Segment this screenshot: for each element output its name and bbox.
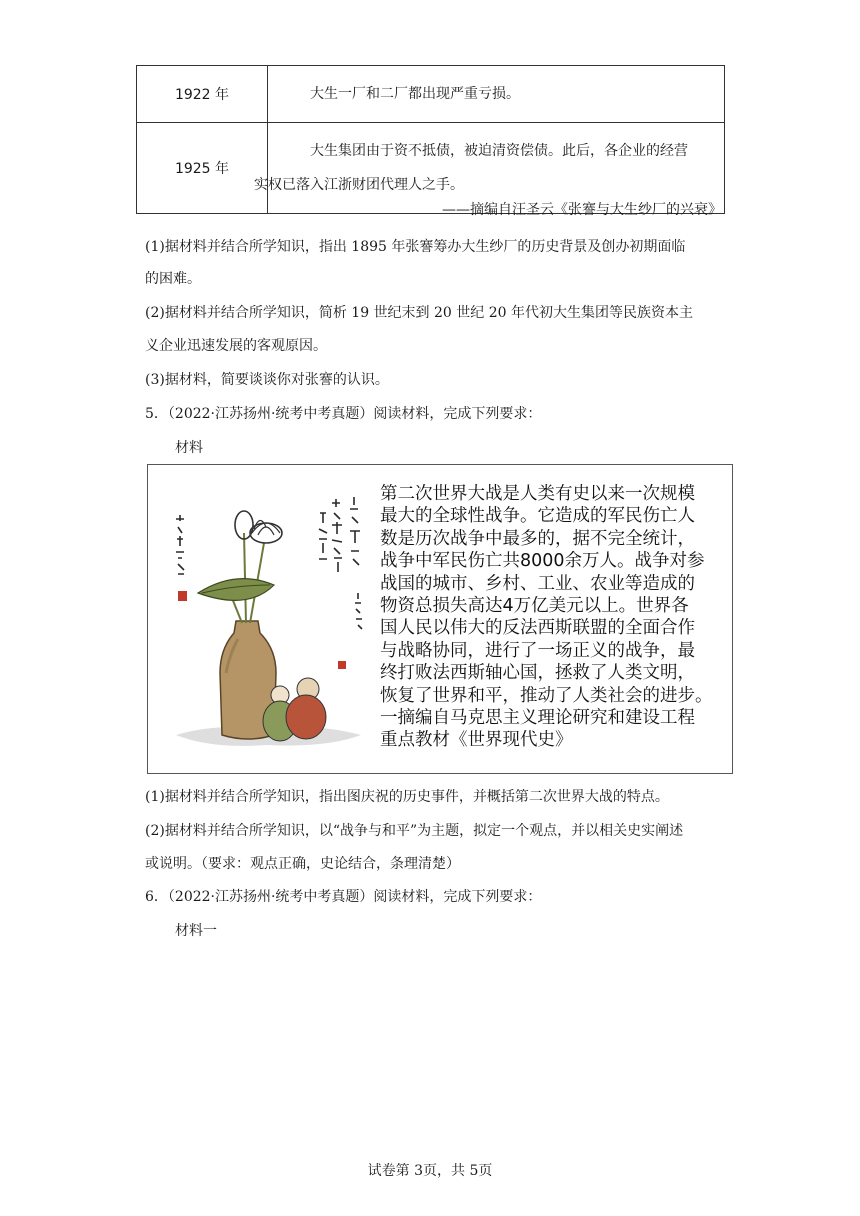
material-text-line: 终打败法西斯轴心国，拯救了人类文明，: [380, 663, 695, 684]
question-6-header: 6．（2022·江苏扬州·统考中考真题）阅读材料，完成下列要求：: [145, 889, 542, 905]
material-text-line: 一摘编自马克思主义理论研究和建设工程: [380, 708, 695, 729]
material-text-line: 恢复了世界和平，推动了人类社会的进步。: [380, 685, 713, 706]
material-text-line: 战国的城市、乡村、工业、农业等造成的: [380, 573, 695, 594]
material-text-line: 物资总损失高达4万亿美元以上。世界各: [380, 596, 689, 617]
material-box: [147, 464, 733, 774]
material-text-line: 与战略协同，进行了一场正义的战争，最: [380, 640, 695, 661]
table-year-cell: 1922 年: [137, 66, 268, 123]
question-5-2-line2: 或说明。（要求：观点正确，史论结合，条理清楚）: [145, 856, 460, 872]
question-4-3: (3)据材料，简要谈谈你对张謇的认识。: [145, 372, 389, 388]
material-text-line: 数是历次战争中最多的，据不完全统计，: [380, 528, 695, 549]
page-footer: 试卷第 3页，共 5页: [367, 1163, 493, 1179]
material-text-line: 最大的全球性战争。它造成的军民伤亡人: [380, 506, 695, 527]
material-one-label: 材料一: [175, 923, 217, 939]
table-event-cell: [268, 66, 725, 123]
material-label: 材料: [175, 440, 203, 456]
material-text-line: 国人民以伟大的反法西斯联盟的全面合作: [380, 618, 695, 639]
vase-lotus-painting: [156, 473, 376, 765]
material-text-line: 重点教材《世界现代史》: [380, 730, 573, 751]
event-text: 实权已落入江浙财团代理人之手。: [254, 177, 464, 193]
table-year-cell: 1925 年: [137, 123, 268, 214]
table-row: [137, 66, 725, 123]
source-citation: ——摘编自汪圣云《张謇与大生纱厂的兴衰》: [442, 202, 722, 218]
question-4-2-line2: 义企业迅速发展的客观原因。: [145, 338, 327, 354]
history-table: [136, 65, 725, 214]
question-5-header: 5．（2022·江苏扬州·统考中考真题）阅读材料，完成下列要求：: [145, 406, 542, 422]
question-5-2-line1: (2)据材料并结合所学知识，以“战争与和平”为主题，拟定一个观点，并以相关史实阐述: [145, 823, 684, 839]
question-5-1: (1)据材料并结合所学知识，指出图庆祝的历史事件，并概括第二次世界大战的特点。: [145, 789, 669, 805]
question-4-1-line2: 的困难。: [145, 271, 201, 287]
event-text: 大生一厂和二厂都出现严重亏损。: [310, 86, 520, 102]
event-text: 大生集团由于资不抵债，被迫清资偿债。此后，各企业的经营: [310, 143, 688, 159]
material-text: [380, 483, 730, 752]
material-text-line: 战争中军民伤亡共8000余万人。战争对参: [380, 551, 705, 572]
question-4-1-line1: (1)据材料并结合所学知识，指出 1895 年张謇筹办大生纱厂的历史背景及创办初期面临: [145, 239, 686, 255]
material-text-line: 第二次世界大战是人类有史以来一次规模: [380, 484, 695, 504]
question-4-2-line1: (2)据材料并结合所学知识，简析 19 世纪末到 20 世纪 20 年代初大生集团等民族资本主: [145, 305, 693, 321]
